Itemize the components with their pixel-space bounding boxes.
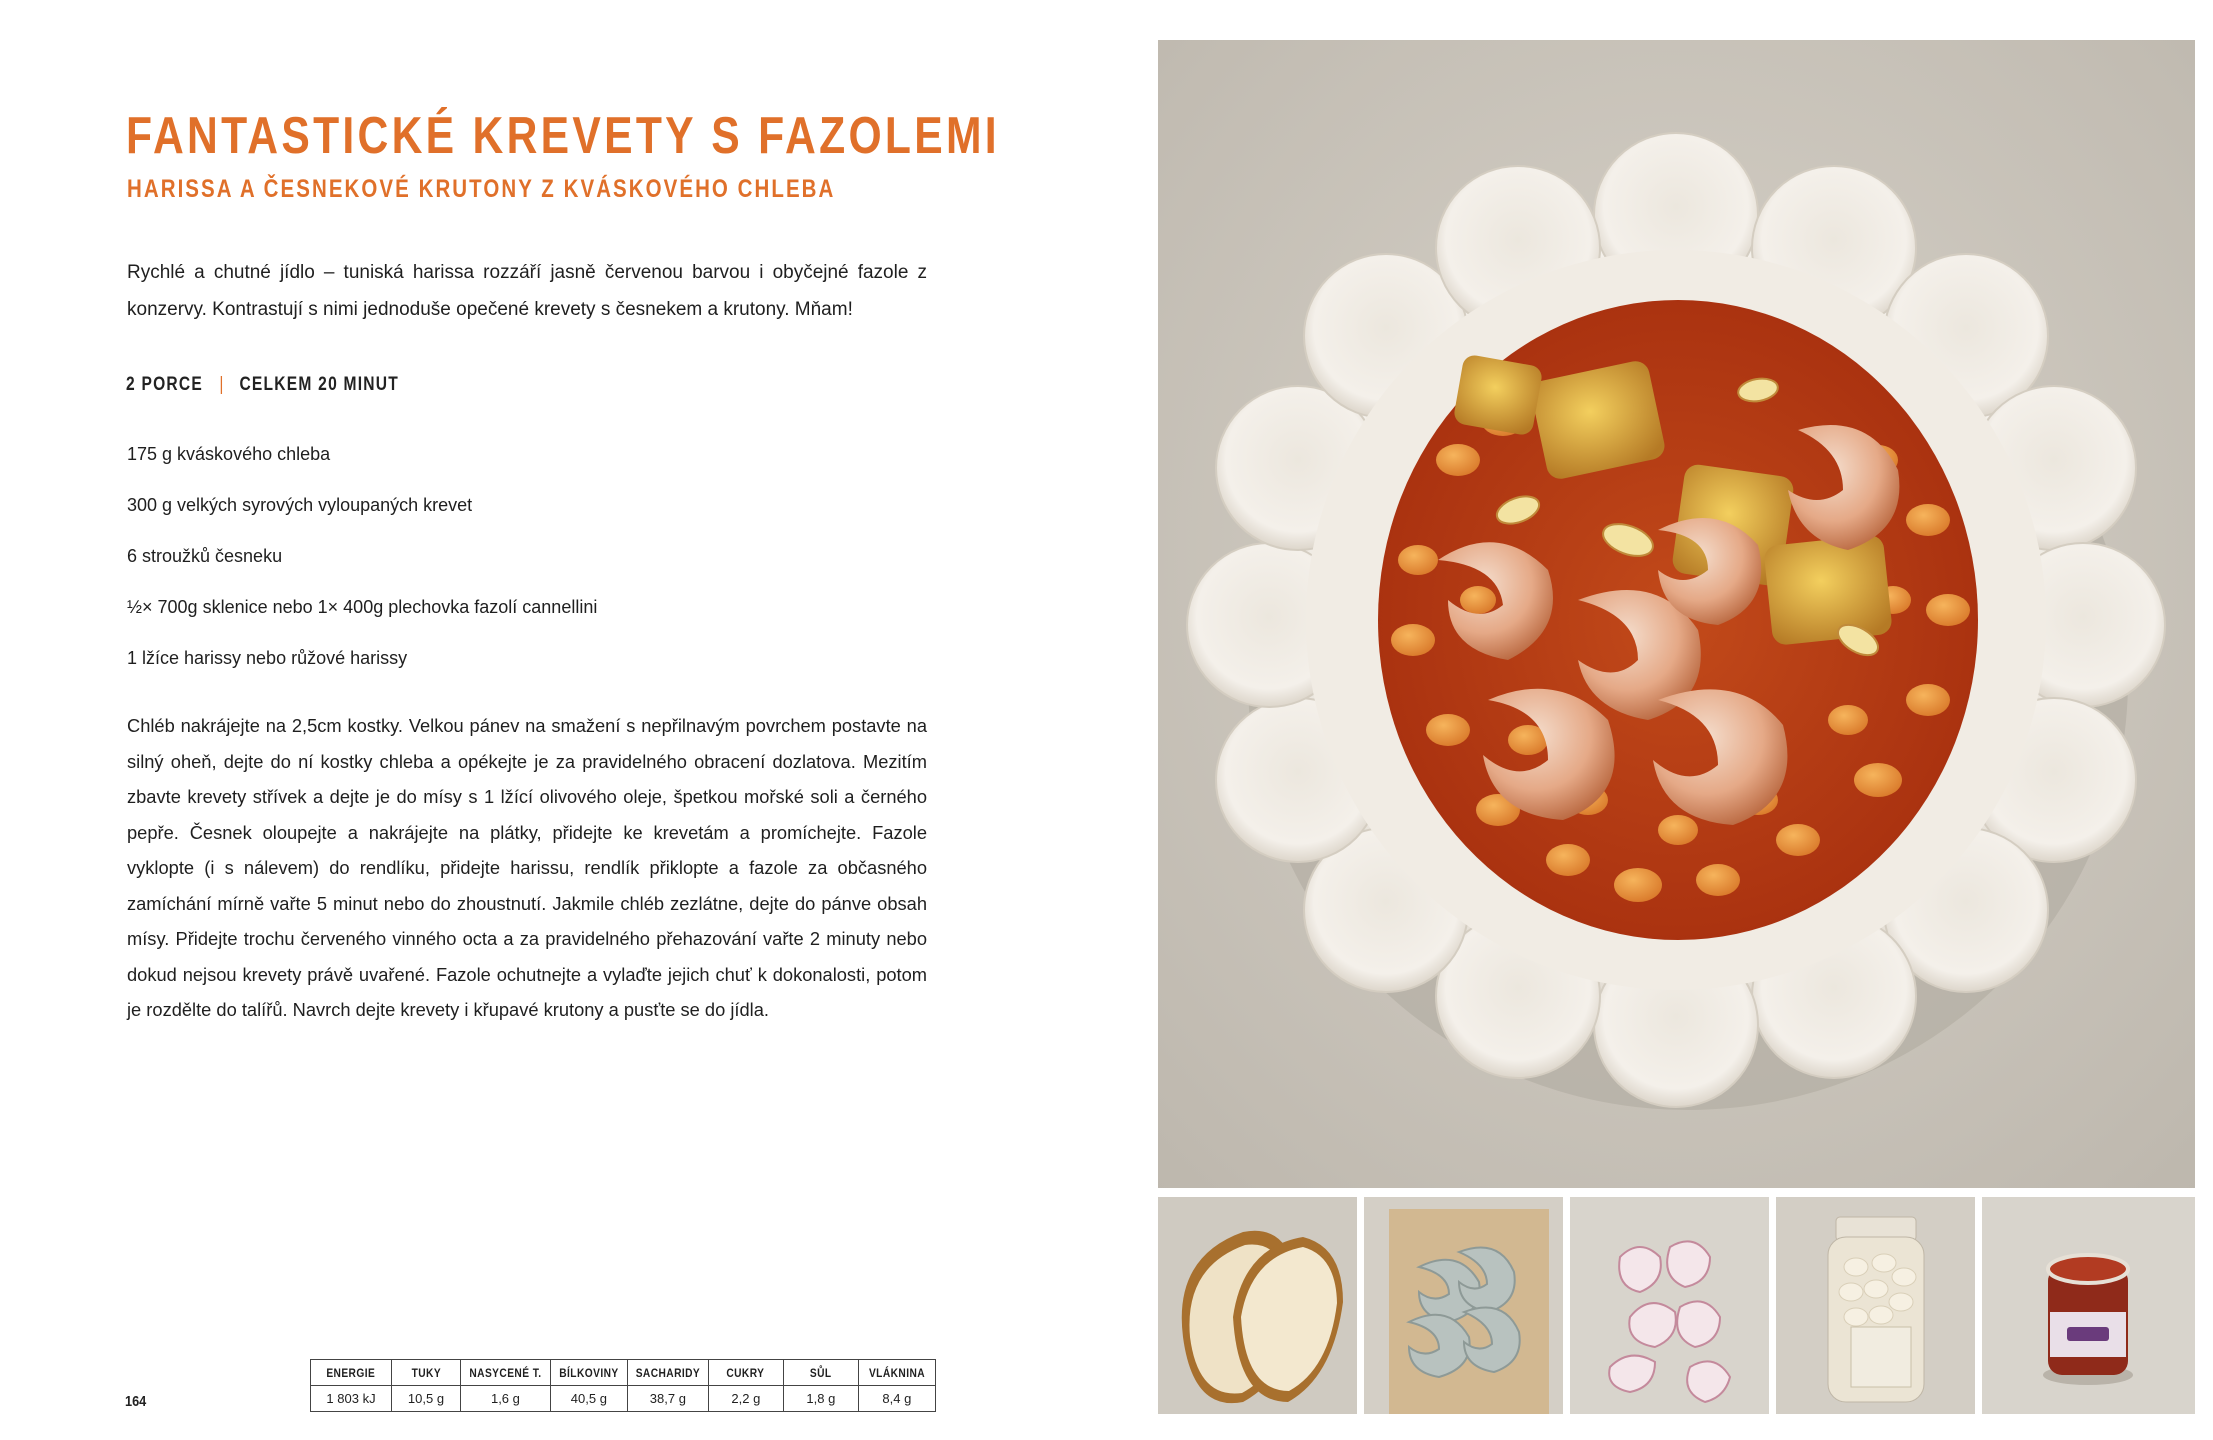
ingredient-item: ½× 700g sklenice nebo 1× 400g plechovka fazolí cannellini	[127, 597, 598, 617]
ingredient-item: 1 lžíce harissy nebo růžové harissy	[127, 648, 408, 668]
nutrition-value: 2,2 g	[708, 1386, 783, 1412]
recipe-intro: Rychlé a chutné jídlo – tuniská harissa rozzáří jasně červenou barvou i obyčejné fazole z konzervy. Kontrastují s nimi jednoduše opečené krevety s česnekem a krutony. Mňam!	[127, 262, 927, 320]
jar-opening	[2048, 1255, 2128, 1283]
nutrition-value-row	[311, 1386, 936, 1412]
cannellini-jar-illustration	[1776, 1197, 1975, 1414]
nutrition-header-row	[311, 1360, 936, 1386]
recipe-title: FANTASTICKÉ KREVETY S FAZOLEMI	[126, 107, 1000, 165]
nutrition-header: TUKY	[392, 1360, 461, 1386]
hero-photo	[1158, 40, 2195, 1188]
total-time: CELKEM 20 MINUT	[239, 374, 400, 395]
meta-separator: |	[219, 374, 225, 395]
ingredient-item: 175 g kváskového chleba	[127, 444, 331, 464]
raw-prawn	[1409, 1248, 1520, 1378]
page-number: 164	[125, 1393, 147, 1410]
nutrition-header: ENERGIE	[311, 1360, 392, 1386]
sourdough-bread-illustration	[1158, 1197, 1357, 1414]
nutrition-value: 8,4 g	[858, 1386, 935, 1412]
nutrition-header: CUKRY	[708, 1360, 783, 1386]
nutrition-header: BÍLKOVINY	[550, 1360, 627, 1386]
raw-prawns-illustration	[1364, 1197, 1563, 1414]
servings: 2 PORCE	[126, 374, 204, 395]
nutrition-value: 1,6 g	[461, 1386, 551, 1412]
nutrition-header: VLÁKNINA	[858, 1360, 935, 1386]
plated-dish-illustration	[1158, 40, 2195, 1188]
nutrition-value: 10,5 g	[392, 1386, 461, 1412]
thumbnail-garlic	[1570, 1197, 1769, 1414]
photo-page	[1150, 0, 2213, 1440]
thumbnail-harissa-jar	[1982, 1197, 2195, 1414]
nutrition-header: SACHARIDY	[627, 1360, 708, 1386]
thumbnail-bread	[1158, 1197, 1357, 1414]
thumbnail-background	[1570, 1197, 1769, 1414]
ingredient-item: 6 stroužků česneku	[127, 546, 283, 566]
recipe-subtitle: HARISSA A ČESNEKOVÉ KRUTONY Z KVÁSKOVÉHO CHLEBA	[127, 175, 836, 203]
nutrition-value: 1 803 kJ	[311, 1386, 392, 1412]
nutrition-value: 40,5 g	[550, 1386, 627, 1412]
nutrition-value: 1,8 g	[783, 1386, 858, 1412]
ingredients-list	[127, 440, 597, 695]
recipe-method: Chléb nakrájejte na 2,5cm kostky. Velkou pánev na smažení s nepřilnavým povrchem postavte na silný oheň, dejte do ní kostky chleba a opékejte je za pravidelného obracení dozlatova. Mezitím zbavte krevety střívek a dejte je do mísy s 1 lžící olivového oleje, špetkou mořské soli a černého pepře. Česnek oloupejte a nakrájejte na plátky, přidejte ke krevetám a promíchejte. Fazole vyklopte (i s nálevem) do rendlíku, přidejte harissu, rendlík přiklopte a fazole za občasného zamíchání mírně vařte 5 minut nebo do zhoustnutí. Jakmile chléb zezlátne, dejte do pánve obsah mísy. Přidejte trochu červeného vinného octa a za pravidelného přehazování vařte 2 minuty nebo dokud nejsou krevety právě uvařené. Fazole ochutnejte a vylaďte jejich chuť k dokonalosti, potom je rozdělte do talířů. Navrch dejte krevety i křupavé krutony a pusťte se do jídla.	[127, 715, 927, 1020]
thumbnail-beans-jar	[1776, 1197, 1975, 1414]
harissa-jar-illustration	[1982, 1197, 2195, 1414]
thumbnail-prawns	[1364, 1197, 1563, 1414]
nutrition-table	[310, 1359, 936, 1412]
nutrition-header: SŮL	[783, 1360, 858, 1386]
label-band	[2067, 1327, 2109, 1341]
nutrition-value: 38,7 g	[627, 1386, 708, 1412]
jar-label	[1851, 1327, 1911, 1387]
garlic-cloves-illustration	[1570, 1197, 1769, 1414]
ingredient-item: 300 g velkých syrových vyloupaných krevet	[127, 495, 473, 515]
recipe-meta	[126, 374, 399, 396]
nutrition-header: NASYCENÉ T.	[461, 1360, 551, 1386]
